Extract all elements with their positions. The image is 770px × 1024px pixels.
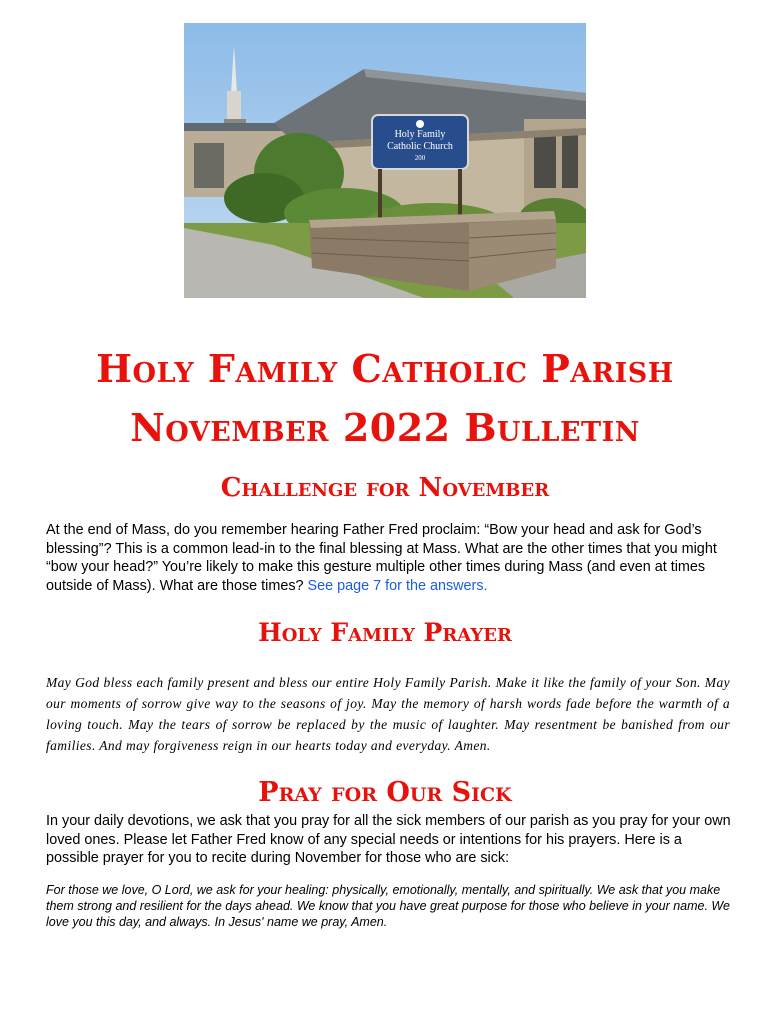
bulletin-title-line-1: Holy Family Catholic Parish: [96, 346, 674, 391]
sick-prayer-text: For those we love, O Lord, we ask for your healing: physically, emotionally, mentally, and spiritually. We ask that you make them strong and resilient for the days ahead. We know that you have great purpose for those who believe in your name. We love you this day, and always. In Jesus' name we pray, Amen.: [46, 883, 730, 929]
sign-line-2: Catholic Church: [387, 141, 453, 152]
bulletin-title-line-2: November 2022 Bulletin: [130, 405, 640, 450]
sick-heading: Pray for Our Sick: [258, 777, 512, 808]
sign-line-1: Holy Family: [394, 129, 446, 140]
family-prayer-heading: Holy Family Prayer: [258, 618, 512, 647]
challenge-text: At the end of Mass, do you remember hearing Father Fred proclaim: “Bow your head and ask for God’s blessing”? This is a common lead-in to the final blessing at Mass. What are the other times that you might “bow your head?” You’re likely to make this gesture multiple other times during Mass (and even at times outside of Mass). What are those times?: [46, 522, 717, 594]
church-photo: [184, 23, 586, 298]
answers-link[interactable]: See page 7 for the answers.: [307, 577, 488, 594]
family-prayer-text: May God bless each family present and bless our entire Holy Family Parish. Make it like the family of your Son. May our moments of sorrow give way to the seasons of joy. May the memory of harsh words fade before the warmth of a loving touch. May the tears of sorrow be replaced by the music of laughter. May resentment be banished from our families. And may forgiveness reign in our hearts today and everyday. Amen.: [46, 675, 730, 753]
challenge-heading: Challenge for November: [220, 473, 550, 503]
sick-paragraph: In your daily devotions, we ask that you pray for all the sick members of our parish as you pray for your own loved ones. Please let Father Fred know of any special needs or intentions for his prayers. Here is a possible prayer for you to recite during November for those who are sick:: [46, 813, 731, 866]
challenge-paragraph: [46, 521, 736, 595]
sign-number: 200: [414, 154, 426, 162]
